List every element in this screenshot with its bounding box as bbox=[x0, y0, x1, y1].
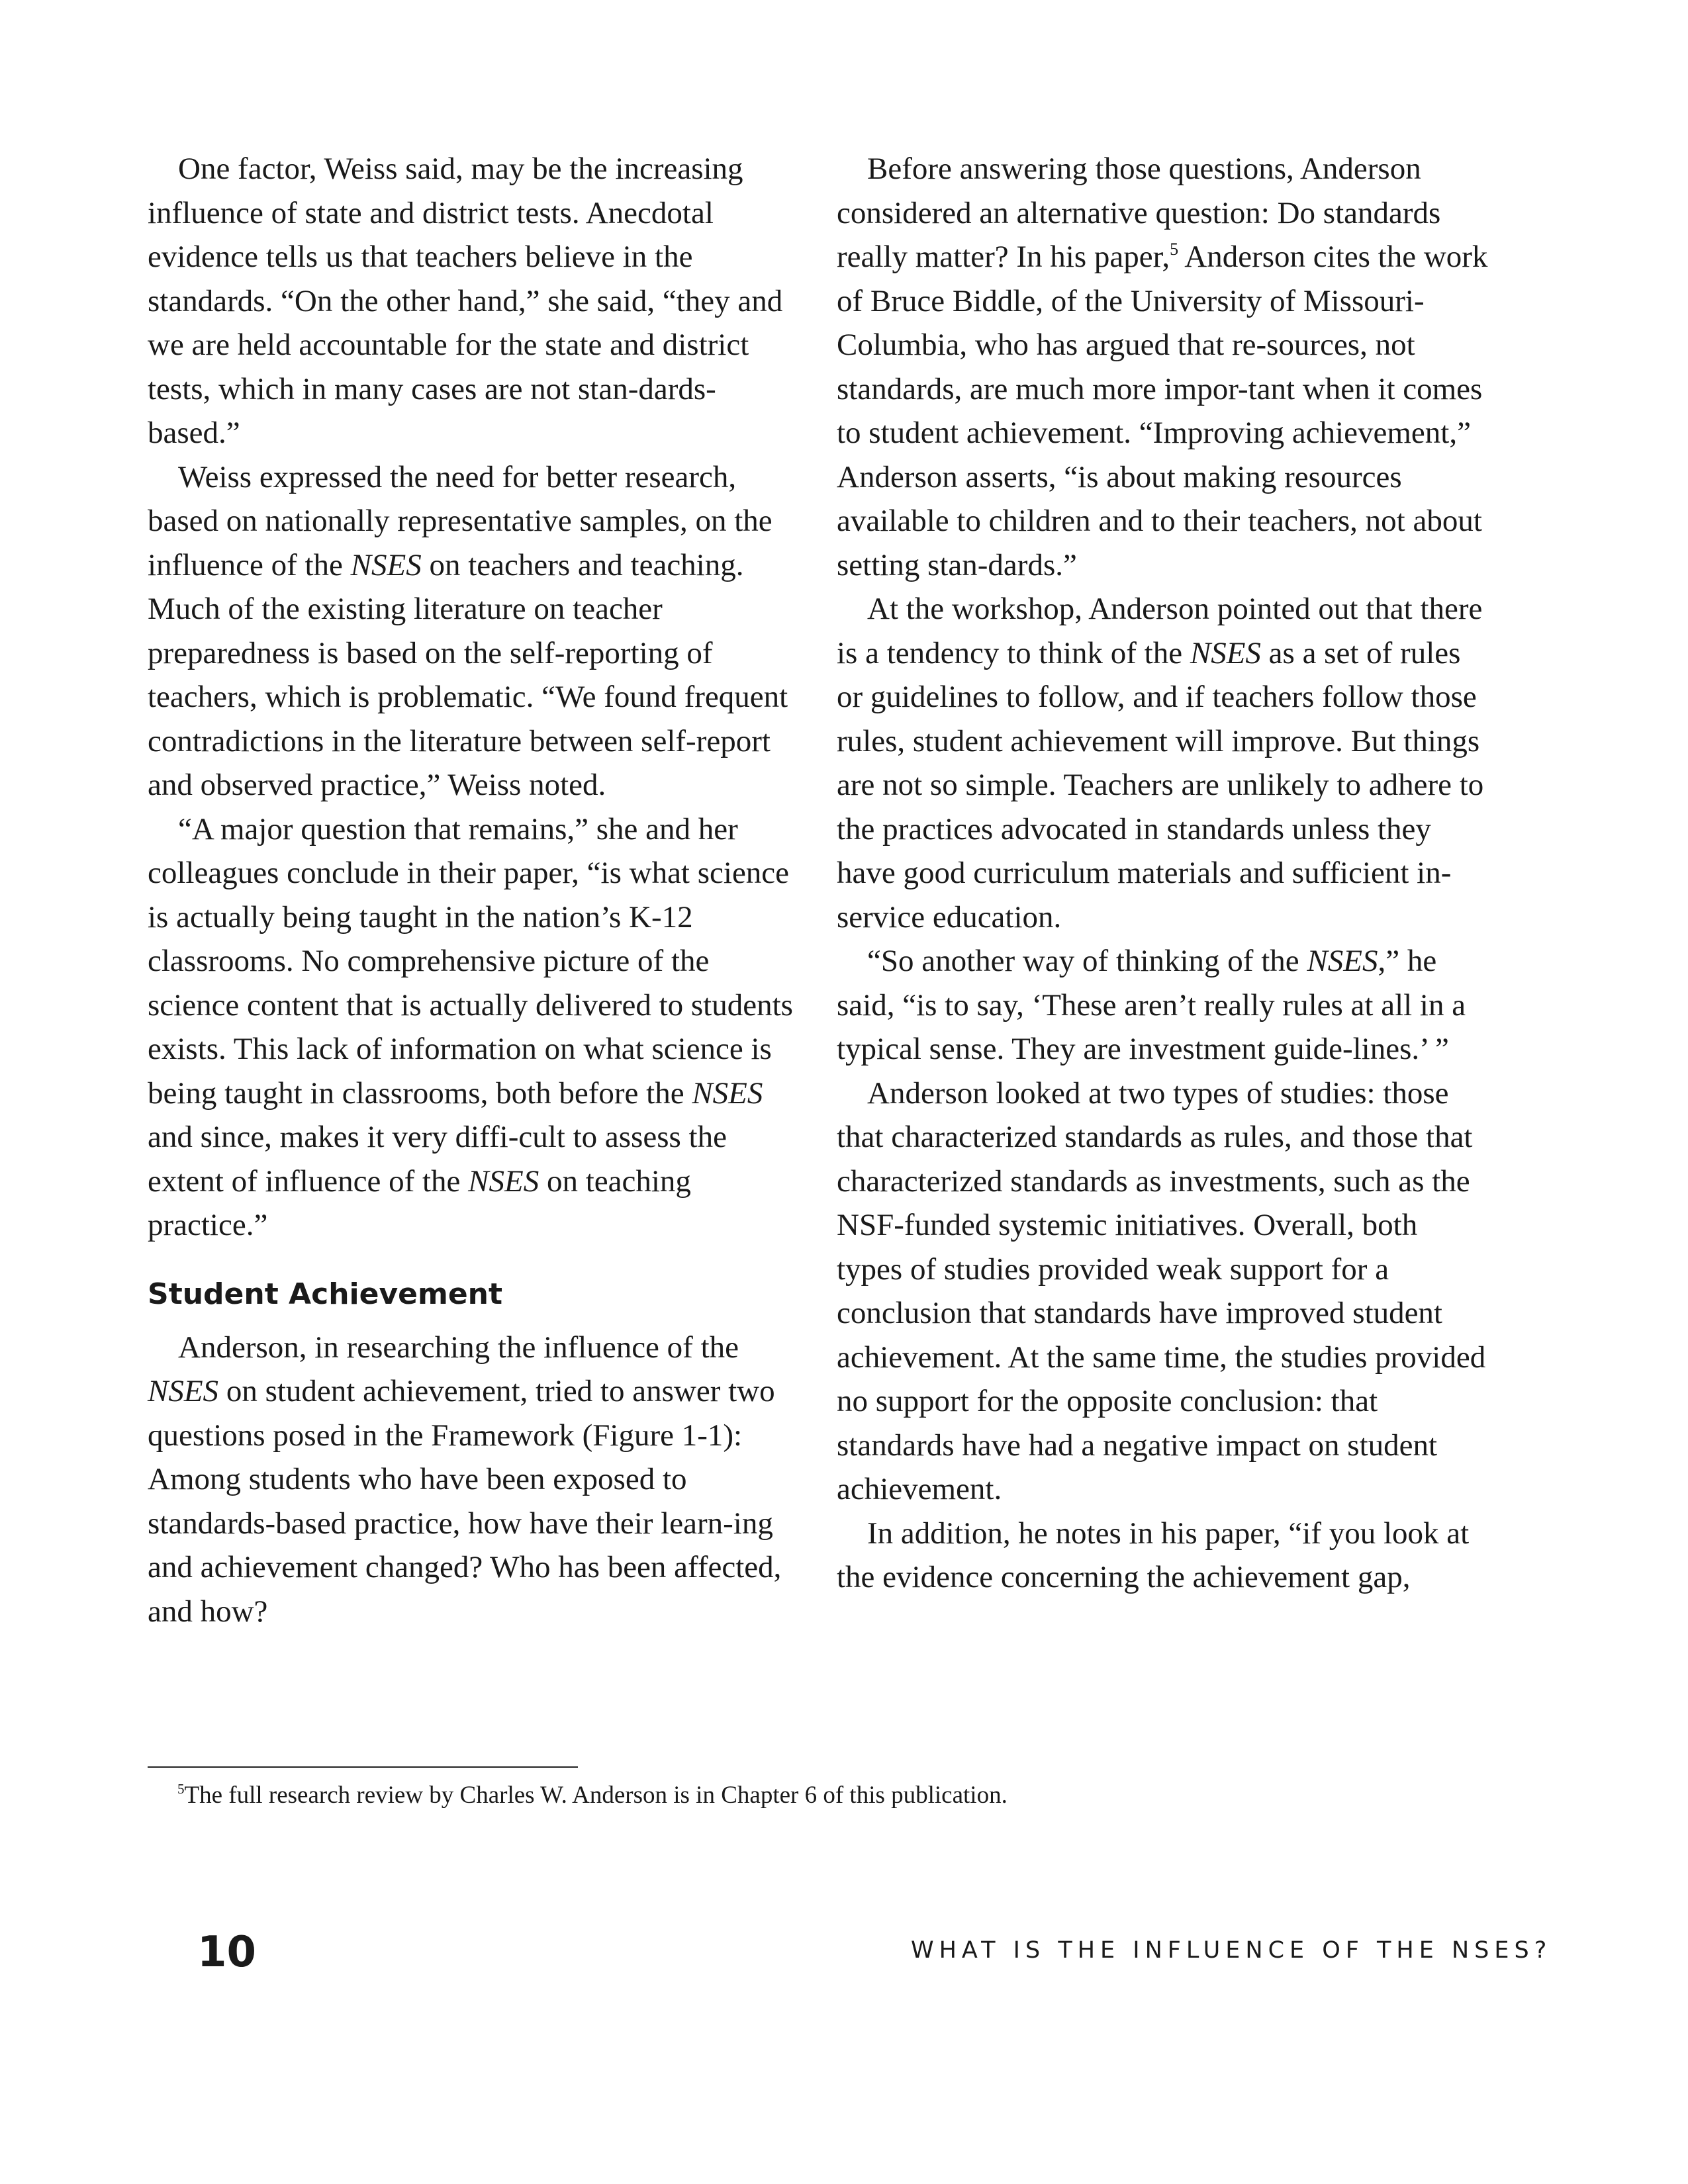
right-column bbox=[837, 147, 1489, 1600]
footnote-marker: 5 bbox=[177, 1781, 185, 1797]
footnote-reference: 5 bbox=[1170, 240, 1179, 259]
paragraph: At the workshop, Anderson pointed out that there is a tendency to think of the NSES as a set of rules or guidelines to follow, and if teachers follow those rules, student achievement will improve. But things are not so simple. Teachers are unlikely to adhere to the practices advocated in standards unless they have good curriculum materials and sufficient in-service education. bbox=[837, 592, 1484, 934]
footnote-text: The full research review by Charles W. Anderson is in Chapter 6 of this publication. bbox=[184, 1782, 1008, 1809]
footnote bbox=[177, 1780, 1435, 1811]
paragraph: In addition, he notes in his paper, “if you look at the evidence concerning the achievement gap, bbox=[837, 1516, 1470, 1594]
page-number: 10 bbox=[197, 1928, 257, 1977]
paragraph: One factor, Weiss said, may be the increasing influence of state and district tests. Anecdotal evidence tells us that teachers believe in the standards. “On the other hand,” she said, “they and we are held accountable for the state and district tests, which in many cases are not stan-dards-based.” bbox=[148, 152, 783, 450]
footnote-divider bbox=[148, 1766, 578, 1768]
paragraph: “A major question that remains,” she and her colleagues conclude in their paper, “is what science is actually being taught in the nation’s K-12 classrooms. No comprehensive picture of the science content that is actually delivered to students exists. This lack of information on what science is being taught in classrooms, both before the NSES and since, makes it very diffi-cult to assess the extent of influence of the NSES on teaching practice.” bbox=[148, 811, 793, 1242]
paragraph: Anderson, in researching the influence of the NSES on student achievement, tried to answer two questions posed in the Framework (Figure 1-1): Among students who have been exposed to standards-based practice, how have their learn-ing and achievement changed? Who has been affected, and how? bbox=[148, 1330, 782, 1629]
section-heading: Student Achievement bbox=[148, 1277, 503, 1311]
paragraph: Weiss expressed the need for better research, based on nationally representative samples, on the influence of the NSES on teachers and teaching. Much of the existing literature on teacher preparedness is based on the self-reporting of teachers, which is problematic. “We found frequent contradictions in the literature between self-report and observed practice,” Weiss noted. bbox=[148, 459, 788, 802]
paragraph: “So another way of thinking of the NSES,” he said, “is to say, ‘These aren’t really rules at all in a typical sense. They are investment guide-lines.’ ” bbox=[837, 944, 1466, 1066]
left-column bbox=[148, 147, 800, 1633]
paragraph: Before answering those questions, Anderson considered an alternative question: Do standards really matter? In his paper,$^5$ Anderson cites the work of Bruce Biddle, of the University of Missouri-Columbia, who has argued that re-sources, not standards, are much more impor-tant when it comes to student achievement. “Improving achievement,” Anderson asserts, “is about making resources available to children and to their teachers, not about setting stan-dards.” bbox=[837, 152, 1488, 582]
running-head: WHAT IS THE INFLUENCE OF THE NSES? bbox=[911, 1937, 1552, 1964]
paragraph: Anderson looked at two types of studies: those that characterized standards as rules, and those that characterized standards as investments, such as the NSF-funded systemic initiatives. Overall, both types of studies provided weak support for a conclusion that standards have improved student achievement. At the same time, the studies provided no support for the opposite conclusion: that standards have had a negative impact on student achievement. bbox=[837, 1075, 1486, 1506]
